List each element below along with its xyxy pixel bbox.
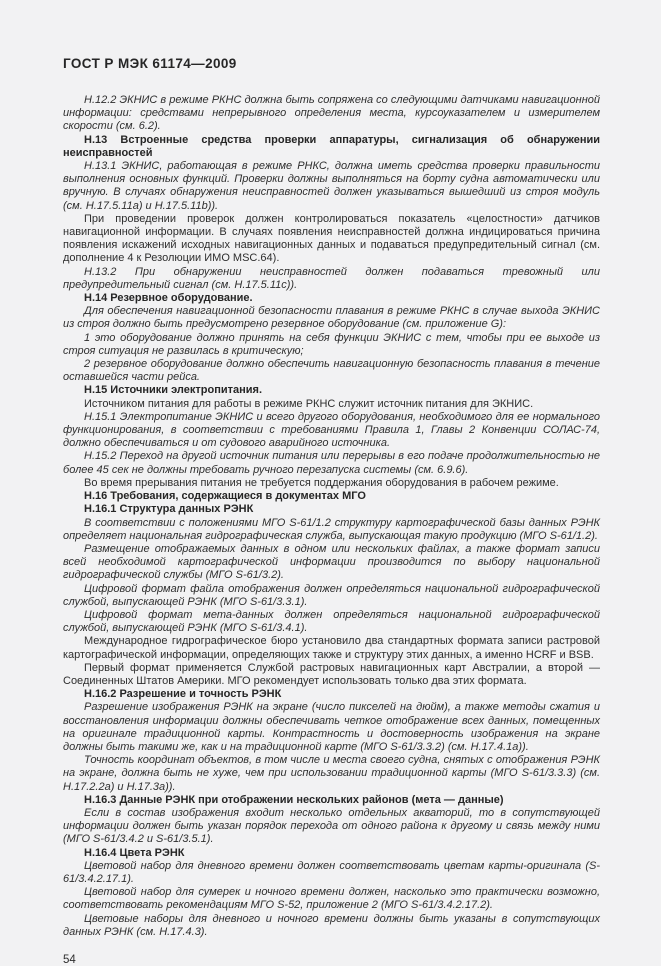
- document-body: [63, 94, 600, 939]
- paragraph: Точность координат объектов, в том числе и места своего судна, снятых с отображения РЭНК на экране, должна быть не хуже, чем при использовании традиционной карты (МГО S-61/3.3.3) (см. Н.17.2.2а) и Н.17.3а)).: [63, 754, 600, 793]
- paragraph: Источником питания для работы в режиме РКНС служит источник питания для ЭКНИС.: [84, 397, 534, 410]
- paragraph: Размещение отображаемых данных в одном или нескольких файлах, а также формат записи всей необходимой картографической информации производится по выбору национальной гидрографической службы (МГО S-61/3.2).: [63, 542, 600, 582]
- section-heading: Н.16.1 Структура данных РЭНК: [84, 503, 254, 516]
- section-heading: Н.16.3 Данные РЭНК при отображении нескольких районов (мета — данные): [84, 793, 504, 806]
- paragraph: Первый формат применяется Службой растровых навигационных карт Австралии, а второй — Соединенных Штатов Америки. МГО рекомендует использовать только два этих формата.: [63, 661, 600, 687]
- paragraph: Цветовой набор для сумерек и ночного времени должен, насколько это практически возможно, соответствовать рекомендациям МГО S-52, приложение 2 (МГО S-61/3.4.2.17.2).: [63, 886, 600, 912]
- paragraph: Н.15.2 Переход на другой источник питания или перерывы в его подаче продолжительностью не более 45 сек не должны требовать ручного перезапуска системы (см. 6.9.6).: [63, 450, 600, 476]
- paragraph: Цветовой набор для дневного времени должен соответствовать цветам карты-оригинала (S-61/3.4.2.17.1).: [63, 859, 600, 885]
- paragraph: Н.13.1 ЭКНИС, работающая в режиме РНКС, должна иметь средства проверки правильности выполнения основных функций. Проверки должны выполняться на борту судна автоматически или вручную. В случаях обнаружения неисправностей должен указываться вышедший из строя модуль (см. Н.17.5.11а) и Н.17.5.11b)).: [63, 160, 600, 212]
- section-heading: Н.14 Резервное оборудование.: [84, 292, 253, 305]
- paragraph: В соответствии с положениями МГО S-61/1.2 структуру картографической базы данных РЭНК определяет национальная гидрографическая служба, выпускающая такую продукцию (МГО S-61/1.2).: [63, 516, 600, 542]
- paragraph: Для обеспечения навигационной безопасности плавания в режиме РКНС в случае выхода ЭКНИС из строя должно быть предусмотрено резервное оборудование (см. приложение G):: [63, 305, 600, 331]
- paragraph: Если в состав изображения входит несколько отдельных акваторий, то в сопутствующей информации должен быть указан порядок перехода от одного района к другому и связь между ними (МГО S-61/3.4.2 и S-61/3.5.1).: [63, 806, 600, 846]
- section-heading: Н.13 Встроенные средства проверки аппаратуры, сигнализация об обнаружении неисправностей: [63, 133, 600, 159]
- section-heading: Н.15 Источники электропитания.: [84, 384, 263, 397]
- paragraph: Разрешение изображения РЭНК на экране (число пикселей на дюйм), а также методы сжатия и восстановления информации должны обеспечивать четкое отображение всех данных, помещенных на оригинале традиционной карты. Контрастность и достоверность изображения на экране должны быть такими же, как и на традиционной карте (МГО S-61/3.3.2) (см. Н.17.4.1а)).: [63, 701, 600, 753]
- paragraph: При проведении проверок должен контролироваться показатель «целостности» датчиков навигационной информации. В случаях появления неисправностей должна индицироваться причина появления искажений исходных навигационных данных и подаваться предупредительный сигнал (см. дополнение 4 к Резолюции ИМО MSC.64).: [63, 212, 600, 265]
- paragraph: Н.12.2 ЭКНИС в режиме РКНС должна быть сопряжена со следующими датчиками навигационной информации: средствами непрерывного определения места, курсоуказателем и измерителем скорости (см. 6.2).: [63, 94, 600, 133]
- running-header: ГОСТ Р МЭК 61174—2009: [63, 56, 237, 71]
- paragraph: Цифровой формат мета-данных должен определяться национальной гидрографической службой, выпускающей РЭНК (МГО S-61/3.4.1).: [63, 608, 600, 635]
- section-heading: Н.16 Требования, содержащиеся в документах МГО: [84, 490, 366, 503]
- paragraph: Н.15.1 Электропитание ЭКНИС и всего другого оборудования, необходимого для ее нормального функционирования, в соответствии с требованиями Правила 1, Главы 2 Конвенции СОЛАС-74, должно обеспечиваться и от судового аварийного источника.: [63, 410, 600, 450]
- section-heading: Н.16.2 Разрешение и точность РЭНК: [84, 688, 282, 701]
- page-number: 54: [63, 954, 76, 966]
- paragraph: Цифровой формат файла отображения должен определяться национальной гидрографической службой, выпускающей РЭНК (МГО S-61/3.3.1).: [63, 582, 600, 608]
- section-heading: Н.16.4 Цвета РЭНК: [84, 846, 185, 859]
- paragraph: Н.13.2 При обнаружении неисправностей должен подаваться тревожный или предупредительный сигнал (см. Н.17.5.11с)).: [63, 265, 600, 291]
- paragraph: Цветовые наборы для дневного и ночного времени должны быть указаны в сопутствующих данных РЭНК (см. Н.17.4.3).: [63, 912, 600, 938]
- paragraph: 2 резервное оборудование должно обеспечить навигационную безопасность плавания в течение оставшейся части рейса.: [63, 358, 600, 384]
- paragraph: 1 это оборудование должно принять на себя функции ЭКНИС с тем, чтобы при ее выходе из строя ситуация не развилась в критическую;: [63, 331, 600, 357]
- paragraph: Во время прерывания питания не требуется поддержания оборудования в рабочем режиме.: [84, 476, 559, 489]
- paragraph: Международное гидрографическое бюро установило два стандартных формата записи растровой картографической информации, определяющих также и структуру этих данных, а именно HCRF и BSB.: [63, 635, 600, 661]
